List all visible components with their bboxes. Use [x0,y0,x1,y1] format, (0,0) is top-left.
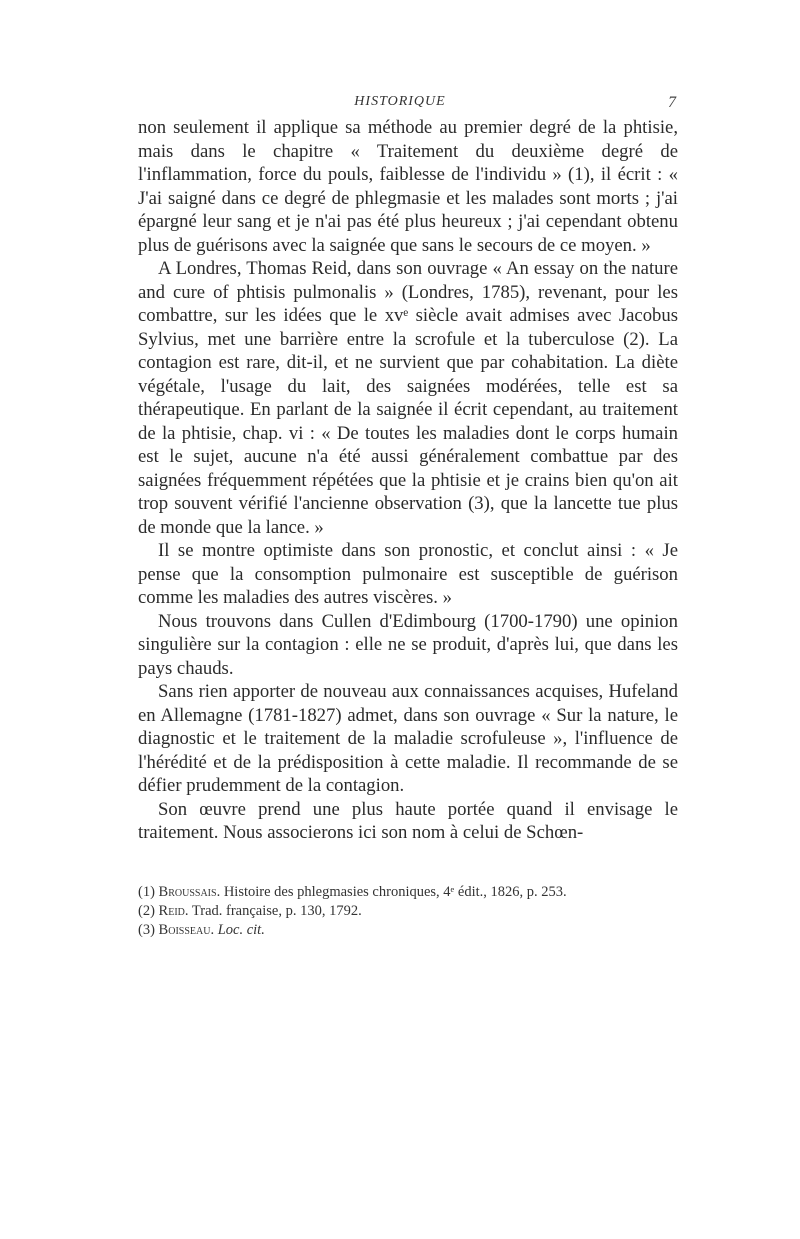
footnote-text: Histoire des phlegmasies chroniques, 4ᵉ édit., 1826, p. 253. [223,884,567,900]
footnote [138,921,678,940]
footnote-number: (2) [138,903,155,919]
footnote-author: Reid. [158,903,189,919]
page-number: 7 [668,94,676,111]
page-header [0,94,800,114]
footnote [138,883,678,902]
footnote-number: (3) [138,922,155,938]
footnote-author: Boisseau. [158,922,215,938]
footnote-text: Trad. française, p. 130, 1792. [191,903,362,919]
paragraph: non seulement il applique sa méthode au premier degré de la phtisie, mais dans le chapitre « Traitement du deuxième degré de l'inflammation, force du pouls, faiblesse de l'individu » (1), il écrit : « J'ai saigné dans ce degré de phlegmasie et les malades sont morts ; j'ai épargné leur sang et je n'ai pas été plus heureux ; j'ai cependant obtenu plus de guérisons avec la saignée que sans le secours de ce moyen. » [138,117,678,256]
paragraph: A Londres, Thomas Reid, dans son ouvrage « An essay on the nature and cure of phtisis pulmonalis » (Londres, 1785), revenant, pour les combattre, sur les idées que le xvᵉ siècle avait admises avec Jacobus Sylvius, met une barrière entre la scrofule et la tuberculose (2). La contagion est rare, dit-il, et ne survient que par cohabitation. La diète végétale, l'usage du lait, des saignées modérées, telle est sa thérapeutique. En parlant de la saignée il écrit cependant, au traitement de la phtisie, chap. vi : « De toutes les maladies dont le corps humain est le sujet, aucune n'a été aussi généralement combattue par des saignées fréquemment répétées que la phtisie et je crains bien qu'on ait trop souvent vérifié l'ancienne observation (3), que la lancette tue plus de monde que la lance. » [138,258,678,538]
paragraph: Nous trouvons dans Cullen d'Edimbourg (1700-1790) une opinion singulière sur la contagion : elle ne se produit, d'après lui, que dans les pays chauds. [138,610,678,679]
paragraph: Il se montre optimiste dans son pronostic, et conclut ainsi : « Je pense que la consomption pulmonaire est susceptible de guérison comme les maladies des autres viscères. » [138,540,678,608]
main-text [138,116,678,845]
paragraph: Son œuvre prend une plus haute portée quand il envisage le traitement. Nous associerons ici son nom à celui de Schœn- [138,798,678,843]
footnote-author: Broussais. [158,884,221,900]
paragraph: Sans rien apporter de nouveau aux connaissances acquises, Hufeland en Allemagne (1781-1827) admet, dans son ouvrage « Sur la nature, le diagnostic et le traitement de la maladie scrofuleuse », l'influence de l'hérédité et de la prédisposition à cette maladie. Il recommande de se défier prudemment de la contagion. [138,681,678,796]
running-head: HISTORIQUE [354,94,446,109]
footnote-text: Loc. cit. [217,922,265,938]
footnote-number: (1) [138,884,155,900]
footnotes [138,883,678,940]
footnote [138,902,678,921]
